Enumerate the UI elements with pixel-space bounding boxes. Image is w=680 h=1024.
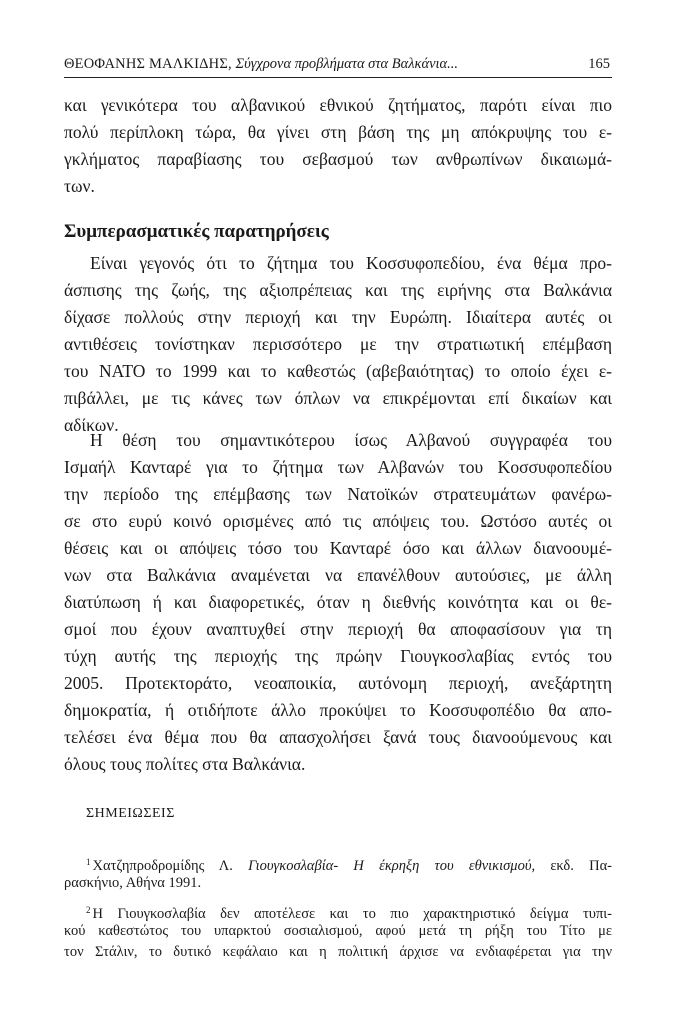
footnote-text: Η Γιουγκοσλαβία δεν αποτέλεσε και το πιο χαρακτηριστικό δείγμα τυπι- <box>92 906 612 921</box>
footnote-2 <box>64 900 612 921</box>
text-line: σμοί που έχουν αναπτυχθεί στην περιοχή θα αποφασίσουν για τη <box>64 619 612 639</box>
paragraph-conclusions-2 <box>64 427 612 778</box>
text-line: δίχασε πολλούς στην περιοχή και την Ευρώπη. Ιδιαίτερα αυτές οι <box>64 307 612 327</box>
header-title: Σύγχρονα προβλήματα στα Βαλκάνια... <box>235 56 459 72</box>
text-line: Ισμαήλ Κανταρέ για το ζήτημα των Αλβανών του Κοσσυφοπεδίου <box>64 457 612 477</box>
running-header <box>64 56 612 78</box>
text-line: 2005. Προτεκτοράτο, νεοαποικία, αυτόνομη περιοχή, ανεξάρτητη <box>64 673 612 693</box>
text-line: όλους τους πολίτες στα Βαλκάνια. <box>64 754 306 774</box>
paragraph-continuation <box>64 92 612 200</box>
text-line: δημοκρατία, ή οτιδήποτε άλλο προκύψει το Κοσσυφοπέδιο θα απο- <box>64 700 612 720</box>
header-author: ΘΕΟΦΑΝΗΣ ΜΑΛΚΙΔΗΣ, <box>64 56 232 72</box>
text-line: τελέσει ένα θέμα που θα απασχολήσει ξανά τους διανοούμενους και <box>64 727 612 747</box>
footnote-book-title: Γιουγκοσλαβία- Η έκρηξη του εθνικισμού, <box>248 858 536 873</box>
text-line: νων στα Βαλκάνια αναμένεται να επανέλθουν αυτούσιες, με άλλη <box>64 565 612 585</box>
footnote-marker: 1 <box>86 857 91 867</box>
footnotes <box>64 852 612 963</box>
text-line: και γενικότερα του αλβανικού εθνικού ζητήματος, παρότι είναι πιο <box>64 95 612 115</box>
text-line: την περίοδο της επέμβασης των Νατοϊκών στρατευμάτων φανέρω- <box>64 484 612 504</box>
text-line: Είναι γεγονός ότι το ζήτημα του Κοσσυφοπεδίου, ένα θέμα προ- <box>90 253 612 273</box>
text-line: άσπισης της ζωής, της αξιοπρέπειας και της ειρήνης στα Βαλκάνια <box>64 280 612 300</box>
text-line: γκλήματος παραβίασης του σεβασμού των ανθρωπίνων δικαιωμά- <box>64 149 612 169</box>
text-line: τύχη αυτής της περιοχής της πρώην Γιουγκοσλαβίας εντός του <box>64 646 612 666</box>
footnote-marker: 2 <box>86 905 91 915</box>
page-number: 165 <box>588 56 610 72</box>
text-line: διατύπωση ή και διαφορετικές, όταν η διεθνής κοινότητα και οι θε- <box>64 592 612 612</box>
notes-heading: ΣΗΜΕΙΩΣΕΙΣ <box>86 806 175 821</box>
text-line: σε στο ευρύ κοινό ορισμένες από τις απόψεις του. Ωστόσο αυτές οι <box>64 511 612 531</box>
text-line: των. <box>64 176 95 196</box>
text-line: αντιθέσεις τονίστηκαν περισσότερο με την στρατιωτική επέμβαση <box>64 334 612 354</box>
footnote-1 <box>64 852 612 873</box>
text-line: πολύ περίπλοκη τώρα, θα γίνει στη βάση της μη απόκρυψης του ε- <box>64 122 612 142</box>
footnote-2-line-2: κού καθεστώτος του υπαρκτού σοσιαλισμού, αφού μετά τη ρήξη του Τίτο με <box>64 923 612 939</box>
text-line: Η θέση του σημαντικότερου ίσως Αλβανού συγγραφέα του <box>90 430 612 450</box>
footnote-2-line-3: τον Στάλιν, το δυτικό κεφάλαιο και η πολιτική άρχισε να ενδιαφέρεται για την <box>64 944 612 960</box>
text-line: αδίκων. <box>64 415 119 435</box>
text-line: πιβάλλει, με τις κάνες των όπλων να επικρέμονται επί δικαίων και <box>64 388 612 408</box>
footnote-text: εκδ. Πα- <box>550 858 612 873</box>
footnote-1-line-2: ρασκήνιο, Αθήνα 1991. <box>64 875 202 891</box>
footnote-author: Χατζηπροδρομίδης Λ. <box>92 858 233 873</box>
paragraph-conclusions-1 <box>64 250 612 439</box>
text-line: του ΝΑΤΟ το 1999 και το καθεστώς (αβεβαιότητας) το οποίο έχει ε- <box>64 361 612 381</box>
text-line: θέσεις και οι απόψεις τόσο του Κανταρέ όσο και άλλων διανοουμέ- <box>64 538 612 558</box>
section-heading: Συμπερασματικές παρατηρήσεις <box>64 221 329 242</box>
